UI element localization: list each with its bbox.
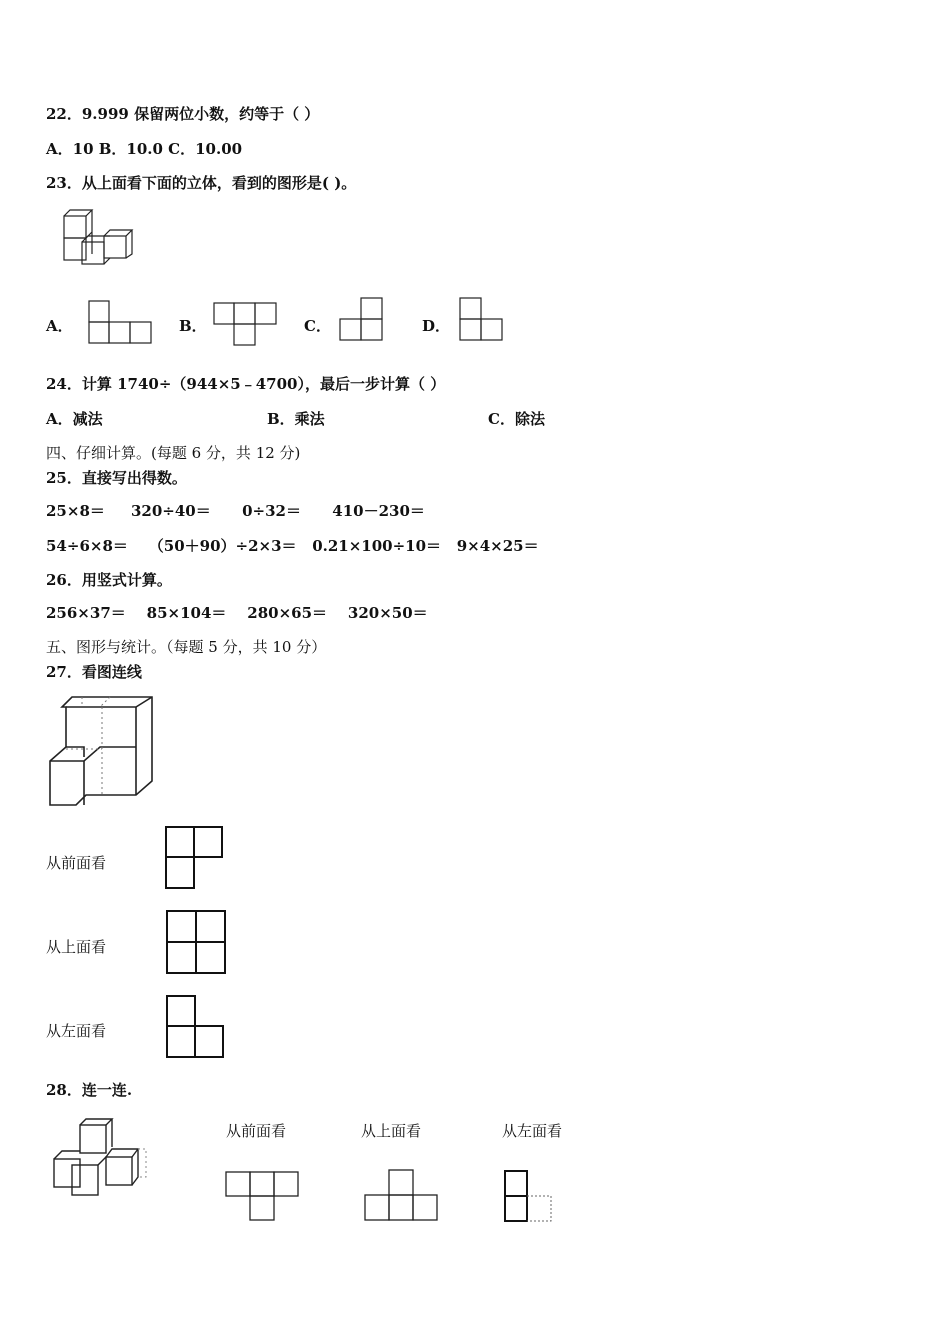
q24-option-b: B．乘法: [267, 410, 325, 428]
q28-view-front-figure: [224, 1170, 300, 1222]
section4-title: 四、仔细计算。(每题 6 分，共 12 分): [46, 444, 301, 462]
q28-view-left-figure: [503, 1169, 555, 1223]
q22-options: A．10 B．10.0 C．10.00: [46, 140, 243, 158]
q25-row2: 54÷6×8＝ （50＋90）÷2×3＝ 0.21×100÷10＝ 9×4×25＝: [46, 537, 539, 555]
q23-option-d-figure: [459, 297, 503, 341]
q24-option-a: A．减法: [46, 410, 103, 428]
q27-view-top-label: 从上面看: [46, 938, 107, 956]
q24-question: 24．计算 1740÷（944×5﹣4700），最后一步计算（ ）: [46, 375, 446, 393]
q23-question: 23．从上面看下面的立体，看到的图形是( )。: [46, 174, 357, 192]
q28-question: 28．连一连.: [46, 1081, 133, 1099]
q27-view-top-figure: [165, 909, 227, 975]
q27-view-front-label: 从前面看: [46, 854, 107, 872]
q27-question: 27．看图连线: [46, 663, 142, 681]
q28-view-front-label: 从前面看: [226, 1122, 287, 1140]
q23-option-a-figure: [88, 300, 152, 344]
q28-view-top-label: 从上面看: [361, 1122, 422, 1140]
q23-option-c-label: C．: [304, 317, 331, 335]
q25-row1: 25×8＝ 320÷40＝ 0÷32＝ 410－230＝: [46, 502, 425, 520]
q28-view-top-figure: [363, 1168, 439, 1222]
q23-option-c-figure: [339, 297, 383, 341]
q24-option-c: C．除法: [488, 410, 545, 428]
q28-solid-figure: [50, 1117, 150, 1197]
q23-option-d-label: D．: [422, 317, 451, 335]
q23-option-b-figure: [213, 302, 277, 346]
q23-solid-figure: [60, 208, 136, 270]
q23-option-b-label: B．: [179, 317, 207, 335]
q23-option-a-label: A．: [46, 317, 73, 335]
q26-question: 26．用竖式计算。: [46, 571, 172, 589]
q26-row: 256×37＝ 85×104＝ 280×65＝ 320×50＝: [46, 604, 428, 622]
q28-view-left-label: 从左面看: [502, 1122, 563, 1140]
q27-view-left-figure: [165, 994, 225, 1060]
q27-solid-figure: [46, 693, 158, 809]
q27-view-left-label: 从左面看: [46, 1022, 107, 1040]
section5-title: 五、图形与统计。（每题 5 分，共 10 分）: [46, 638, 327, 656]
q27-view-front-figure: [164, 825, 224, 891]
q25-question: 25．直接写出得数。: [46, 469, 187, 487]
q22-question: 22．9.999 保留两位小数，约等于（ ）: [46, 105, 320, 123]
